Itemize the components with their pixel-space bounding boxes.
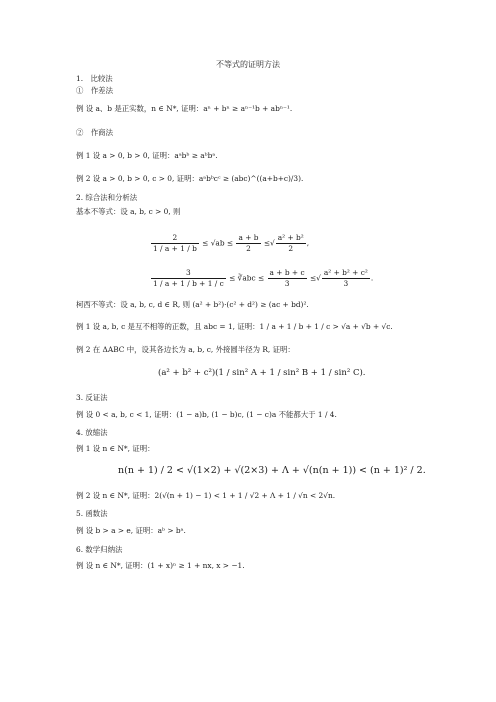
- arithmetic-numerator: a + b: [238, 233, 259, 242]
- quadratic-mean-fraction: [322, 268, 370, 289]
- quadratic-mean-fraction: [276, 233, 306, 254]
- example-scaling-1-formula: n(n + 1) / 2 < √(1×2) + √(2×3) + Λ + √(n(n + 1)) < (n + 1)² / 2.: [118, 465, 426, 476]
- example-difference: 例 设 a、b 是正实数，n ∈ N*, 证明：aⁿ + bⁿ ≥ aⁿ⁻¹b + abⁿ⁻¹.: [76, 104, 293, 113]
- example-scaling-1: 例 1 设 n ∈ N*, 证明：: [76, 444, 155, 453]
- cauchy-inequality: 柯西不等式：设 a, b, c, d ∈ R, 则 (a² + b²)·(c² + d²) ≥ (ac + bd)².: [76, 300, 309, 309]
- arithmetic-denominator: 2: [246, 244, 251, 253]
- section-heading-contradiction: 3. 反证法: [76, 393, 108, 402]
- quadratic-numerator: a² + b² + c²: [323, 268, 368, 277]
- harmonic-denominator: 1 / a + 1 / b: [153, 244, 197, 253]
- example-scaling-2: 例 2 设 n ∈ N*, 证明：2(√(n + 1) − 1) < 1 + 1 / √2 + Λ + 1 / √n < 2√n.: [76, 491, 336, 500]
- example-quotient-2: 例 2 设 a > 0, b > 0, c > 0, 证明：aᵃbᵇcᶜ ≥ (abc)^((a+b+c)/3).: [76, 174, 304, 183]
- example-contradiction: 例 设 0 < a, b, c < 1, 证明：(1 − a)b, (1 − b)c, (1 − c)a 不能都大于 1 / 4.: [76, 410, 337, 419]
- arithmetic-mean-fraction: [268, 268, 307, 289]
- section-heading-function: 5. 函数法: [76, 509, 108, 518]
- harmonic-numerator: 2: [151, 233, 199, 244]
- example-synthesis-1: 例 1 设 a, b, c 是互不相等的正数，且 abc = 1, 证明：1 / a + 1 / b + 1 / c > √a + √b + √c.: [76, 322, 393, 331]
- mean-inequality-three-vars: $\frac{3}{1 / a + 1 / b + 1 / c}$ ≤ ∛abc ≤ $\frac{a + b + c}{3}$ ≤√ $\frac{\text{a² + b² + c²}}{3}$ .: [153, 268, 374, 288]
- quadratic-numerator: a² + b²: [277, 233, 304, 242]
- example-quotient-1: 例 1 设 a > 0, b > 0, 证明：aᵃbᵇ ≥ aᵇbᵃ.: [76, 151, 218, 160]
- example-synthesis-2: 例 2 在 ΔABC 中，设其各边长为 a, b, c, 外接圆半径为 R, 证明：: [76, 345, 295, 354]
- geometric-mean: ≤ √ab ≤: [202, 238, 234, 248]
- harmonic-mean-fraction: [151, 233, 199, 254]
- harmonic-mean-fraction: [151, 268, 226, 289]
- section-heading-scaling: 4. 放缩法: [76, 428, 108, 437]
- harmonic-numerator: 3: [151, 268, 226, 279]
- subsection-heading-quotient: ② 作商法: [76, 128, 113, 137]
- formula-end-mark: .: [370, 273, 374, 283]
- example-synthesis-2-formula: (a² + b² + c²)(1 / sin² A + 1 / sin² B + 1 / sin² C).: [158, 368, 366, 378]
- geometric-mean: ≤ ∛abc ≤: [229, 273, 265, 283]
- mean-inequality-two-vars: $\frac{2}{1 / a + 1 / b}$ ≤ √ab ≤ $\frac{a + b}{2}$ ≤√ $\frac{\text{a² + b²}}{2}$ ,: [153, 233, 310, 253]
- section-heading-synthesis: 2. 综合法和分析法: [76, 193, 138, 202]
- arithmetic-mean-fraction: [236, 233, 260, 254]
- basic-inequality-intro: 基本不等式：设 a, b, c > 0, 则: [76, 207, 181, 216]
- example-induction: 例 设 n ∈ N*, 证明：(1 + x)ⁿ ≥ 1 + nx, x > −1.: [76, 561, 245, 570]
- section-heading-comparison: 1. 比较法: [76, 74, 113, 83]
- quadratic-denominator: 3: [343, 279, 349, 288]
- section-heading-induction: 6. 数学归纳法: [76, 545, 123, 554]
- example-function: 例 设 b > a > e, 证明：aᵇ > bᵃ.: [76, 526, 186, 535]
- arithmetic-numerator: a + b + c: [269, 268, 305, 277]
- formula-end-mark: ,: [306, 238, 310, 248]
- quadratic-denominator: 2: [288, 244, 294, 253]
- subsection-heading-difference: ① 作差法: [76, 86, 113, 95]
- page-title: 不等式的证明方法: [216, 60, 280, 69]
- harmonic-denominator: 1 / a + 1 / b + 1 / c: [153, 279, 224, 288]
- arithmetic-denominator: 3: [284, 279, 290, 288]
